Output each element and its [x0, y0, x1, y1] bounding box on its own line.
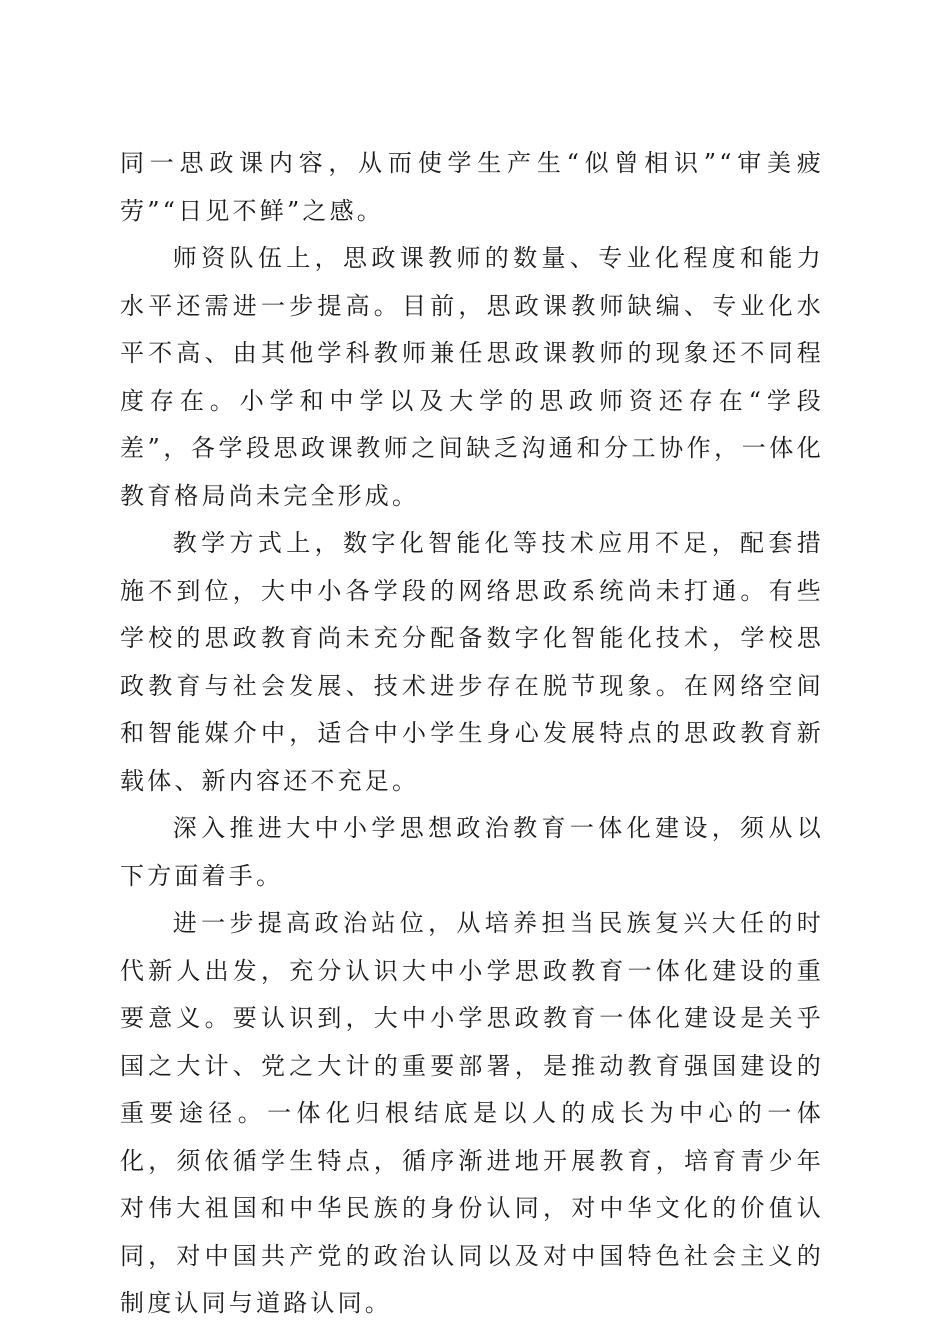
paragraph-3: 教学方式上，数字化智能化等技术应用不足，配套措施不到位，大中小各学段的网络思政系统尚未打通。有些学校的思政教育尚未充分配备数字化智能化技术，学校思政教育与社会发展、技术进步存在脱节现象。在网络空间和智能媒介中，适合中小学生身心发展特点的思政教育新载体、新内容还不充足。 [120, 529, 824, 795]
paragraph-1: 同一思政课内容，从而使学生产生“似曾相识”“审美疲劳”“日见不鲜”之感。 [120, 149, 824, 225]
paragraph-5: 进一步提高政治站位，从培养担当民族复兴大任的时代新人出发，充分认识大中小学思政教育一体化建设的重要意义。要认识到，大中小学思政教育一体化建设是关乎国之大计、党之大计的重要部署，是推动教育强国建设的重要途径。一体化归根结底是以人的成长为中心的一体化，须依循学生特点，循序渐进地开展教育，培育青少年对伟大祖国和中华民族的身份认同，对中华文化的价值认同，对中国共产党的政治认同以及对中国特色社会主义的制度认同与道路认同。 [120, 909, 824, 1317]
paragraph-4: 深入推进大中小学思想政治教育一体化建设，须从以下方面着手。 [120, 814, 824, 890]
paragraph-2: 师资队伍上，思政课教师的数量、专业化程度和能力水平还需进一步提高。目前，思政课教师缺编、专业化水平不高、由其他学科教师兼任思政课教师的现象还不同程度存在。小学和中学以及大学的思政师资还存在“学段差”，各学段思政课教师之间缺乏沟通和分工协作，一体化教育格局尚未完全形成。 [120, 244, 824, 510]
body-text [120, 140, 824, 1328]
